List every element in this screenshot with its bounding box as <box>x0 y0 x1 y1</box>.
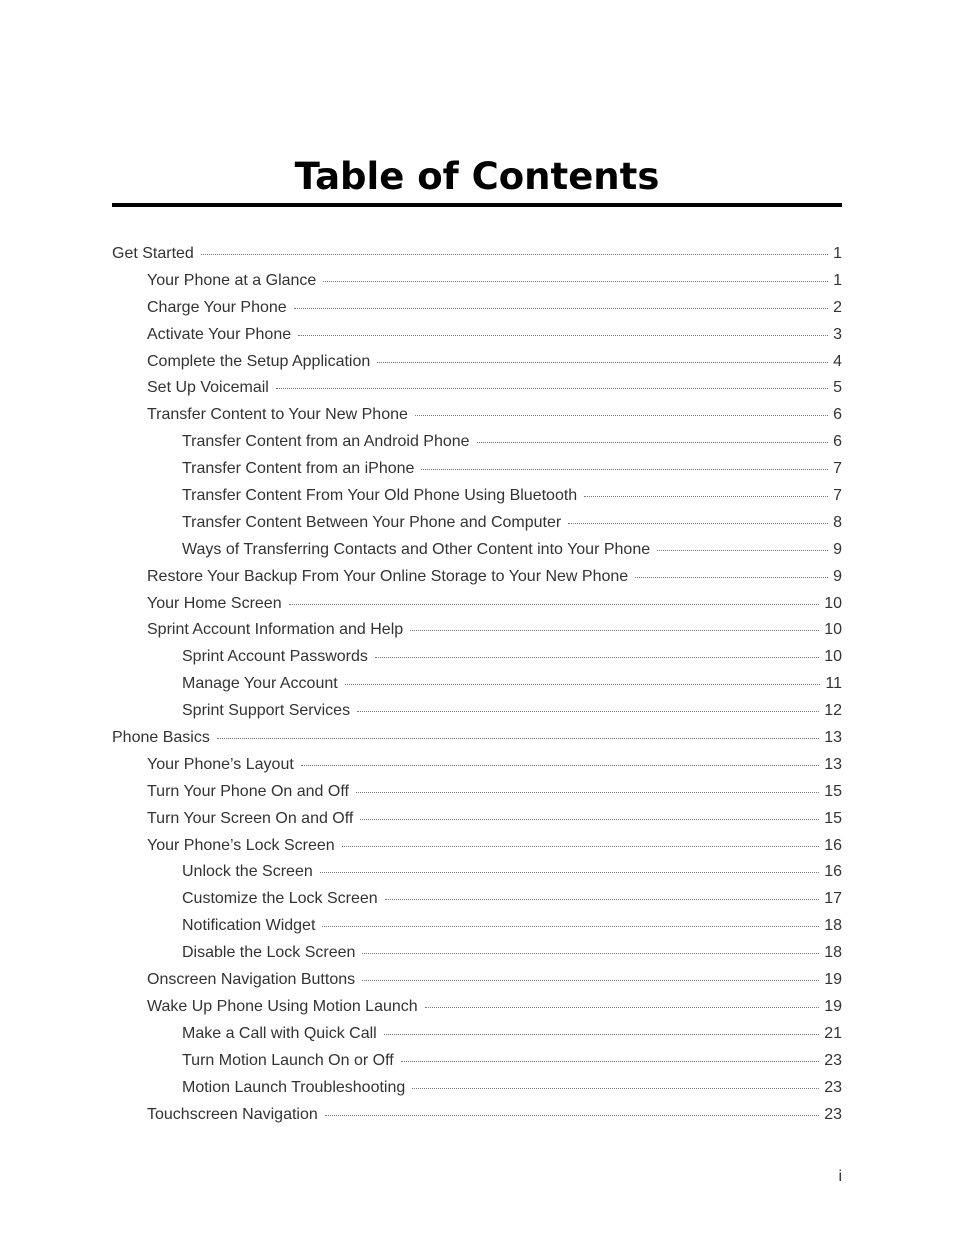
toc-entry-page[interactable]: 5 <box>833 379 842 397</box>
toc-entry-label[interactable]: Transfer Content from an Android Phone <box>182 433 470 451</box>
toc-entry[interactable] <box>112 591 842 618</box>
title-divider <box>112 203 842 207</box>
dot-leader <box>477 442 828 443</box>
toc-entry-label[interactable]: Motion Launch Troubleshooting <box>182 1078 406 1096</box>
toc-entry-label[interactable]: Activate Your Phone <box>147 325 292 343</box>
toc-entry[interactable] <box>112 859 842 886</box>
toc-entry-label[interactable]: Unlock the Screen <box>182 863 313 881</box>
toc-entry-page[interactable]: 7 <box>833 460 842 478</box>
toc-entry-label[interactable]: Disable the Lock Screen <box>182 944 356 962</box>
dot-leader <box>584 496 828 497</box>
toc-entry-label[interactable]: Sprint Account Information and Help <box>147 621 404 639</box>
toc-entry[interactable] <box>112 1075 842 1102</box>
toc-entry[interactable] <box>112 268 842 295</box>
toc-entry-label[interactable]: Ways of Transferring Contacts and Other Content into Your Phone <box>182 540 651 558</box>
toc-entry-label[interactable]: Sprint Account Passwords <box>182 648 368 666</box>
toc-entry[interactable] <box>112 671 842 698</box>
toc-entry-page[interactable]: 21 <box>824 1024 842 1042</box>
dot-leader <box>360 819 819 820</box>
dot-leader <box>412 1088 819 1089</box>
toc-entry-page[interactable]: 6 <box>833 406 842 424</box>
toc-entry-label[interactable]: Transfer Content to Your New Phone <box>147 406 408 424</box>
toc-entry-page[interactable]: 4 <box>833 352 842 370</box>
toc-entry-label[interactable]: Transfer Content Between Your Phone and Computer <box>182 513 562 531</box>
toc-entry-page[interactable]: 19 <box>824 997 842 1015</box>
toc-entry[interactable] <box>112 886 842 913</box>
toc-entry[interactable] <box>112 940 842 967</box>
toc-entry-page[interactable]: 23 <box>824 1105 842 1123</box>
toc-entry[interactable] <box>112 779 842 806</box>
toc-entry-page[interactable]: 1 <box>833 245 842 262</box>
toc-entry[interactable] <box>112 295 842 322</box>
dot-leader <box>385 899 820 900</box>
page-number: i <box>838 1168 842 1185</box>
toc-entry[interactable] <box>112 994 842 1021</box>
dot-leader <box>298 335 828 336</box>
dot-leader <box>425 1007 820 1008</box>
toc-entry[interactable] <box>112 752 842 779</box>
toc-entry-page[interactable]: 2 <box>833 298 842 316</box>
toc-entry[interactable] <box>112 1048 842 1075</box>
toc-entry-label[interactable]: Your Home Screen <box>147 594 282 612</box>
dot-leader <box>568 523 828 524</box>
dot-leader <box>289 604 820 605</box>
toc-entry[interactable] <box>112 564 842 591</box>
dot-leader <box>415 415 828 416</box>
toc-entry[interactable] <box>112 698 842 725</box>
toc-entry[interactable] <box>112 483 842 510</box>
dot-leader <box>301 765 819 766</box>
toc-entry[interactable] <box>112 1102 842 1129</box>
toc-entry-label[interactable]: Set Up Voicemail <box>147 379 269 397</box>
toc-entry-page[interactable]: 15 <box>824 809 842 827</box>
dot-leader <box>320 872 819 873</box>
dot-leader <box>362 980 819 981</box>
dot-leader <box>401 1061 820 1062</box>
dot-leader <box>217 738 819 739</box>
toc-entry-page[interactable]: 17 <box>824 890 842 908</box>
toc-entry-page[interactable]: 8 <box>833 513 842 531</box>
toc-entry-label[interactable]: Touchscreen Navigation <box>147 1105 318 1123</box>
dot-leader <box>357 711 819 712</box>
toc-entry-page[interactable]: 16 <box>824 863 842 881</box>
toc-entry-label[interactable]: Onscreen Navigation Buttons <box>147 971 356 989</box>
toc-entry[interactable] <box>112 617 842 644</box>
dot-leader <box>322 926 819 927</box>
toc-entry[interactable] <box>112 913 842 940</box>
toc-entry-page[interactable]: 10 <box>824 621 842 639</box>
dot-leader <box>356 792 819 793</box>
page-title: Table of Contents <box>294 155 660 198</box>
dot-leader <box>325 1115 819 1116</box>
dot-leader <box>421 469 828 470</box>
toc-entry-label[interactable]: Turn Your Screen On and Off <box>147 809 354 827</box>
toc-entry-page[interactable]: 12 <box>824 702 842 720</box>
toc-entry-label[interactable]: Wake Up Phone Using Motion Launch <box>147 997 418 1015</box>
dot-leader <box>276 388 828 389</box>
toc-entry-page[interactable]: 23 <box>824 1078 842 1096</box>
toc-entry-label[interactable]: Get Started <box>112 245 194 262</box>
toc-entry-label[interactable]: Restore Your Backup From Your Online Storage to Your New Phone <box>147 567 629 585</box>
toc-entry-label[interactable]: Turn Your Phone On and Off <box>147 782 349 800</box>
toc-entry-page[interactable]: 7 <box>833 487 842 505</box>
toc-entry-page[interactable]: 13 <box>824 729 842 747</box>
toc-entry-label[interactable]: Turn Motion Launch On or Off <box>182 1051 394 1069</box>
dot-leader <box>375 657 819 658</box>
toc-entry[interactable] <box>112 537 842 564</box>
toc-entry-label[interactable]: Notification Widget <box>182 917 316 935</box>
toc-entry-page[interactable]: 9 <box>833 540 842 558</box>
toc-entry-page[interactable]: 3 <box>833 325 842 343</box>
dot-leader <box>657 550 828 551</box>
toc-entry[interactable] <box>112 725 842 752</box>
toc-entry[interactable] <box>112 967 842 994</box>
toc-entry[interactable] <box>112 833 842 860</box>
toc-entry-page[interactable]: 23 <box>824 1051 842 1069</box>
toc-entry-label[interactable]: Your Phone at a Glance <box>147 271 317 289</box>
toc-entry-page[interactable]: 11 <box>825 675 842 693</box>
toc-entry-page[interactable]: 6 <box>833 433 842 451</box>
toc-entry-label[interactable]: Your Phone’s Layout <box>147 755 294 773</box>
dot-leader <box>201 254 828 255</box>
toc-entry[interactable] <box>112 375 842 402</box>
toc-entry-page[interactable]: 19 <box>824 971 842 989</box>
dot-leader <box>377 362 828 363</box>
toc-entry[interactable] <box>112 429 842 456</box>
toc-entry[interactable] <box>112 402 842 429</box>
toc-entry[interactable] <box>112 349 842 376</box>
toc-entry-label[interactable]: Make a Call with Quick Call <box>182 1024 377 1042</box>
table-of-contents <box>112 241 842 1128</box>
dot-leader <box>410 630 819 631</box>
toc-entry-label[interactable]: Transfer Content from an iPhone <box>182 460 415 478</box>
toc-entry-label[interactable]: Your Phone’s Lock Screen <box>147 836 335 854</box>
toc-entry-label[interactable]: Complete the Setup Application <box>147 352 371 370</box>
toc-entry-page[interactable]: 10 <box>824 648 842 666</box>
toc-entry-label[interactable]: Manage Your Account <box>182 675 338 693</box>
dot-leader <box>345 684 821 685</box>
toc-entry[interactable] <box>112 1021 842 1048</box>
dot-leader <box>294 308 828 309</box>
toc-entry[interactable] <box>112 644 842 671</box>
toc-entry[interactable] <box>112 456 842 483</box>
toc-entry-page[interactable]: 18 <box>824 917 842 935</box>
toc-entry-page[interactable]: 18 <box>824 944 842 962</box>
toc-entry-page[interactable]: 10 <box>824 594 842 612</box>
toc-entry[interactable] <box>112 806 842 833</box>
toc-entry-label[interactable]: Sprint Support Services <box>182 702 351 720</box>
dot-leader <box>635 577 828 578</box>
toc-entry-label[interactable]: Customize the Lock Screen <box>182 890 378 908</box>
toc-entry-label[interactable]: Transfer Content From Your Old Phone Using Bluetooth <box>182 487 578 505</box>
toc-entry-label[interactable]: Phone Basics <box>112 729 210 747</box>
dot-leader <box>323 281 828 282</box>
dot-leader <box>384 1034 819 1035</box>
toc-entry[interactable] <box>112 322 842 349</box>
toc-entry[interactable] <box>112 510 842 537</box>
toc-entry-label[interactable]: Charge Your Phone <box>147 298 287 316</box>
toc-entry[interactable] <box>112 241 842 268</box>
dot-leader <box>362 953 819 954</box>
dot-leader <box>342 846 820 847</box>
toc-entry-page[interactable]: 16 <box>824 836 842 854</box>
toc-entry-page[interactable]: 1 <box>833 271 842 289</box>
toc-entry-page[interactable]: 13 <box>824 755 842 773</box>
toc-entry-page[interactable]: 15 <box>824 782 842 800</box>
toc-entry-page[interactable]: 9 <box>833 567 842 585</box>
